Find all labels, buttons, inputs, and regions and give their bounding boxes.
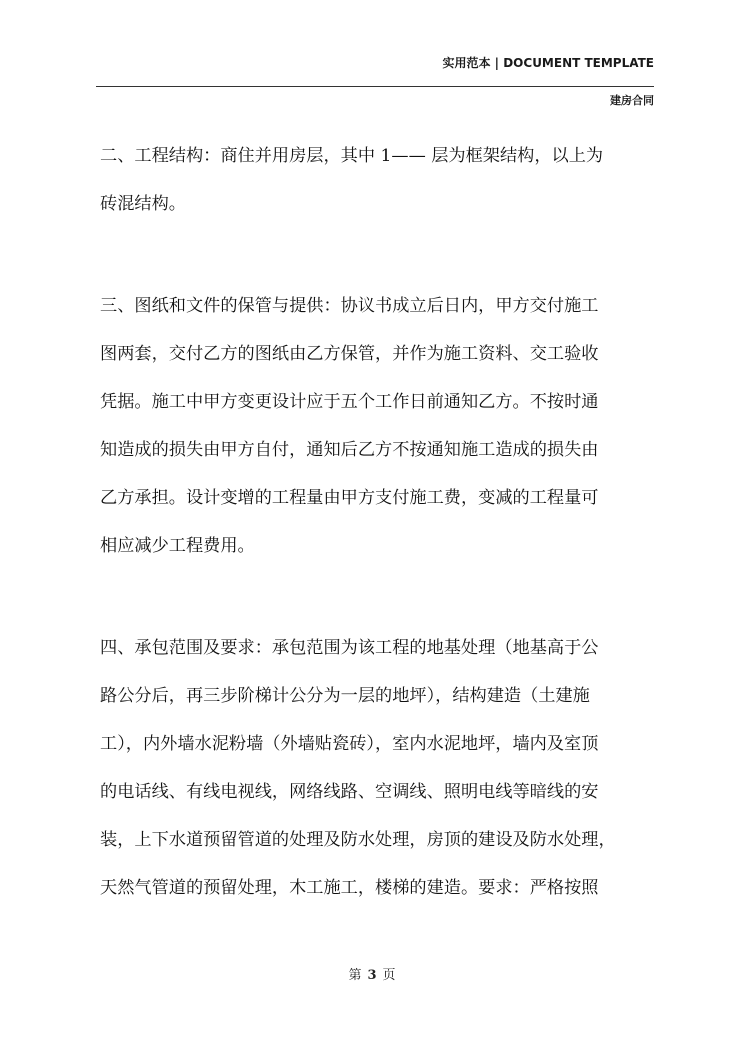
text-line: 相应减少工程费用。 (100, 536, 255, 556)
header-title: 实用范本 | DOCUMENT TEMPLATE (442, 56, 654, 70)
paragraph-structure (100, 132, 658, 228)
footer-suffix: 页 (382, 968, 396, 983)
page-number: 3 (367, 968, 377, 983)
page-footer (0, 964, 744, 983)
paragraph-scope (100, 624, 658, 912)
paragraph-drawings (100, 282, 658, 570)
text-line: 凭据。施工中甲方变更设计应于五个工作日前通知乙方。不按时通 (100, 392, 599, 412)
text-line: 路公分后，再三步阶梯计公分为一层的地坪），结构建造（土建施 (100, 686, 590, 706)
text-line: 工），内外墙水泥粉墙（外墙贴瓷砖），室内水泥地坪，墙内及室顶 (100, 734, 599, 754)
text-line: 四、承包范围及要求：承包范围为该工程的地基处理（地基高于公 (100, 638, 599, 658)
text-line: 图两套，交付乙方的图纸由乙方保管，并作为施工资料、交工验收 (100, 344, 599, 364)
page-header (96, 50, 654, 87)
text-line: 的电话线、有线电视线，网络线路、空调线、照明电线等暗线的安 (100, 782, 599, 802)
header-subtitle: 建房合同 (610, 94, 654, 107)
text-line: 知造成的损失由甲方自付，通知后乙方不按通知施工造成的损失由 (100, 440, 599, 460)
text-line: 三、图纸和文件的保管与提供：协议书成立后日内，甲方交付施工 (100, 296, 599, 316)
footer-prefix: 第 (348, 968, 362, 983)
text-line: 天然气管道的预留处理，木工施工，楼梯的建造。要求：严格按照 (100, 878, 599, 898)
document-body (100, 132, 658, 966)
text-line: 二、工程结构：商住并用房层，其中 1—— 层为框架结构，以上为 (100, 146, 604, 166)
text-line: 砖混结构。 (100, 194, 186, 214)
text-line: 乙方承担。设计变增的工程量由甲方支付施工费，变减的工程量可 (100, 488, 599, 508)
text-line: 装，上下水道预留管道的处理及防水处理，房顶的建设及防水处理， (100, 830, 616, 850)
